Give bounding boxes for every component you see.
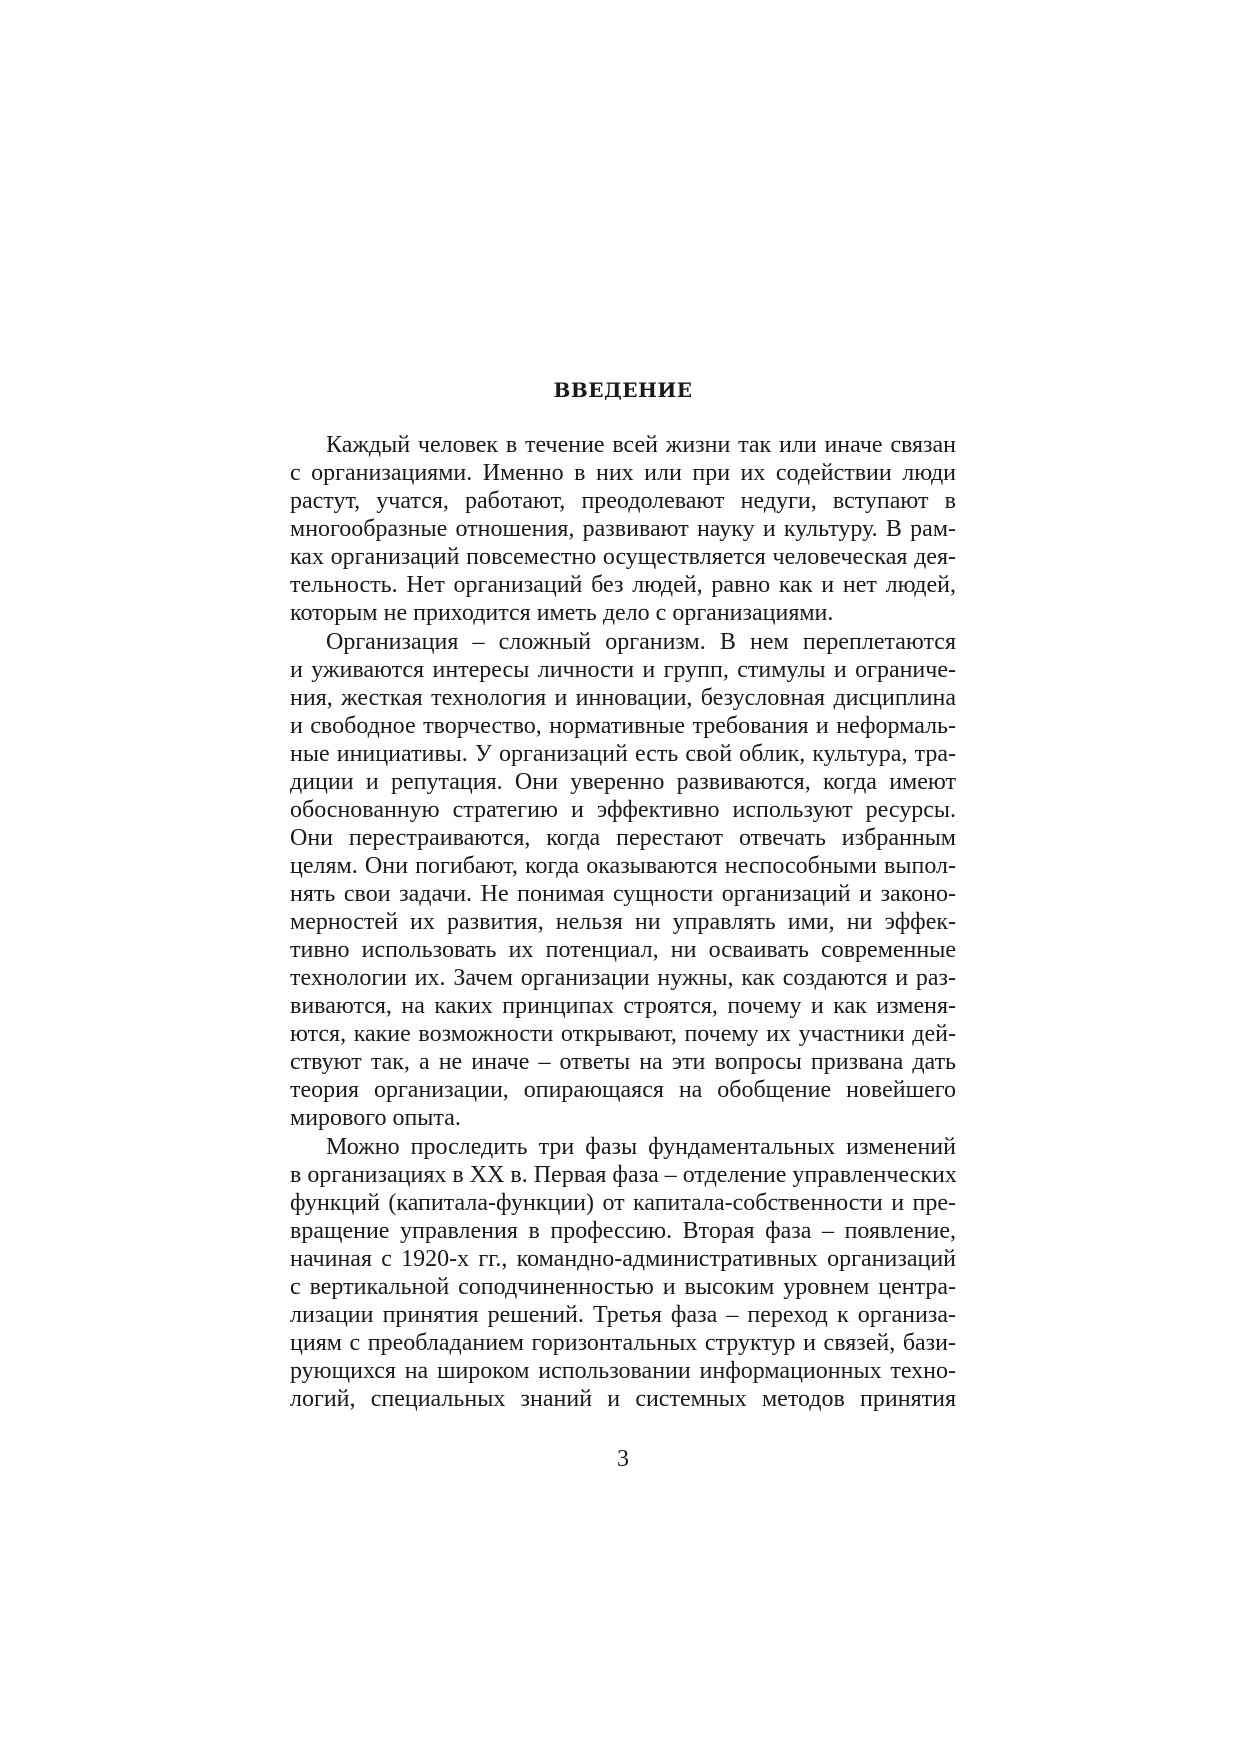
text-line: вращение управления в профессию. Вторая фаза – появление,: [290, 1218, 956, 1244]
text-line: мерностей их развития, нельзя ни управлять ими, ни эффек-: [290, 909, 956, 935]
text-line: лизации принятия решений. Третья фаза – переход к организа-: [290, 1302, 956, 1328]
text-line: целям. Они погибают, когда оказываются неспособными выпол-: [290, 853, 956, 879]
text-line: Организация – сложный организм. В нем переплетаются: [326, 629, 956, 655]
text-line: диции и репутация. Они уверенно развиваются, когда имеют: [290, 769, 956, 795]
text-line: рующихся на широком использовании информационных техно-: [290, 1358, 956, 1384]
text-line: и свободное творчество, нормативные требования и неформаль-: [290, 713, 956, 739]
text-line: ствуют так, а не иначе – ответы на эти вопросы призвана дать: [290, 1049, 956, 1075]
text-line: в организациях в XX в. Первая фаза – отделение управленческих: [290, 1162, 957, 1188]
text-line: Каждый человек в течение всей жизни так или иначе связан: [326, 432, 956, 458]
text-line: мирового опыта.: [290, 1105, 461, 1131]
text-line: нять свои задачи. Не понимая сущности организаций и законо-: [290, 881, 956, 907]
page-number: 3: [617, 1446, 629, 1472]
text-line: теория организации, опирающаяся на обобщение новейшего: [290, 1077, 956, 1103]
text-line: Они перестраиваются, когда перестают отвечать избранным: [290, 825, 956, 851]
text-line: технологии их. Зачем организации нужны, как создаются и раз-: [290, 965, 956, 991]
text-line: циям с преобладанием горизонтальных структур и связей, бази-: [290, 1330, 956, 1356]
text-line: виваются, на каких принципах строятся, почему и как изменя-: [290, 993, 956, 1019]
text-line: начиная с 1920-х гг., командно-административных организаций: [290, 1246, 956, 1272]
text-line: функций (капитала-функции) от капитала-собственности и пре-: [290, 1190, 956, 1216]
paragraph-2: [290, 628, 956, 1132]
text-line: ках организаций повсеместно осуществляется человеческая дея-: [290, 544, 956, 570]
text-line: ные инициативы. У организаций есть свой облик, культура, тра-: [290, 741, 956, 767]
body-text: [290, 431, 956, 1414]
text-line: которым не приходится иметь дело с организациями.: [290, 600, 834, 626]
text-line: тивно использовать их потенциал, ни осваивать современные: [290, 937, 956, 963]
text-line: многообразные отношения, развивают науку и культуру. В рам-: [290, 516, 956, 542]
text-line: растут, учатся, работают, преодолевают недуги, вступают в: [290, 488, 956, 514]
chapter-heading: ВВЕДЕНИЕ: [553, 378, 693, 402]
text-line: тельность. Нет организаций без людей, равно как и нет людей,: [290, 572, 956, 598]
text-line: ния, жесткая технология и инновации, безусловная дисциплина: [290, 685, 956, 711]
text-line: и уживаются интересы личности и групп, стимулы и ограниче-: [290, 657, 956, 683]
paragraph-1: [290, 431, 956, 627]
text-line: с вертикальной соподчиненностью и высоким уровнем центра-: [290, 1274, 956, 1300]
text-line: Можно проследить три фазы фундаментальных изменений: [326, 1134, 956, 1160]
text-line: логий, специальных знаний и системных методов принятия: [290, 1386, 956, 1412]
text-line: с организациями. Именно в них или при их содействии люди: [290, 460, 956, 486]
text-line: обоснованную стратегию и эффективно используют ресурсы.: [290, 797, 956, 823]
text-line: ются, какие возможности открывают, почему их участники дей-: [290, 1021, 956, 1047]
paragraph-3: [290, 1133, 956, 1413]
